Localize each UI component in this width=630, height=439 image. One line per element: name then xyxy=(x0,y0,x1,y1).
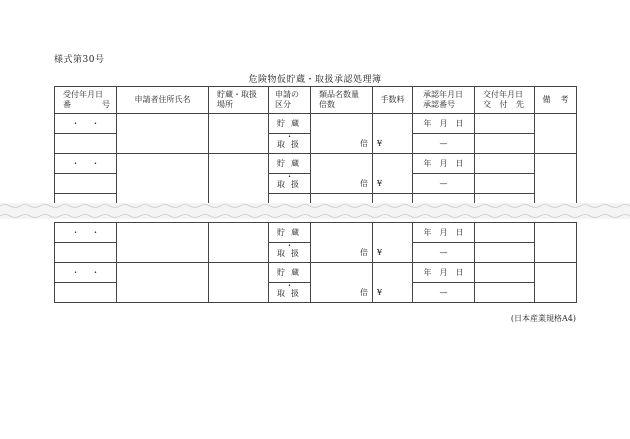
applicant-cell[interactable] xyxy=(117,114,209,154)
dash-mark: — xyxy=(439,287,448,297)
approval-date-cell[interactable] xyxy=(413,154,475,174)
storage-label-a: 貯 xyxy=(277,267,285,277)
delivery-date-cell[interactable] xyxy=(475,223,535,243)
goods-cell[interactable] xyxy=(311,154,373,194)
approval-number-cell[interactable] xyxy=(413,283,475,303)
header-delivery-c: 先 xyxy=(516,100,524,109)
storage-cell[interactable] xyxy=(269,223,311,243)
delivery-date-cell[interactable] xyxy=(475,154,535,174)
storage-label-b: 蔵 xyxy=(291,118,299,128)
delivery-to-cell[interactable] xyxy=(475,243,535,263)
approval-number-cell[interactable] xyxy=(413,134,475,154)
approval-date-cell[interactable] xyxy=(413,263,475,283)
multiplier-label: 倍 xyxy=(360,248,368,257)
fee-cell[interactable] xyxy=(373,263,413,303)
remarks-cell[interactable] xyxy=(535,114,577,154)
storage-cell[interactable] xyxy=(269,154,311,174)
handling-label-b: 扱 xyxy=(291,248,299,258)
remarks-cell[interactable] xyxy=(535,223,577,263)
category-separator: ・ xyxy=(285,133,294,141)
header-delivery-b: 付 xyxy=(499,100,508,109)
remarks-cell[interactable] xyxy=(535,263,577,303)
storage-cell[interactable] xyxy=(269,114,311,134)
date-dot: ・ xyxy=(71,118,80,128)
record-row-upper xyxy=(55,223,577,243)
header-remarks-a: 備 xyxy=(542,95,551,104)
reception-date-cell[interactable] xyxy=(55,154,117,174)
applicant-cell[interactable] xyxy=(117,154,209,205)
header-delivery xyxy=(475,87,535,114)
handling-cell[interactable] xyxy=(269,174,311,194)
fee-cell[interactable] xyxy=(373,223,413,263)
fee-cell[interactable] xyxy=(373,154,413,194)
year-label: 年 xyxy=(423,267,432,277)
storage-label-b: 蔵 xyxy=(291,158,299,168)
header-fee-label: 手数料 xyxy=(380,95,405,104)
header-remarks-b: 考 xyxy=(560,95,569,104)
number-cell[interactable] xyxy=(55,174,117,194)
multiplier-label: 倍 xyxy=(360,288,368,297)
header-number-a: 番 xyxy=(63,100,71,109)
record-row-upper xyxy=(55,114,577,134)
handling-label-a: 取 xyxy=(277,139,285,149)
header-applicant xyxy=(117,87,209,114)
number-cell[interactable] xyxy=(55,134,117,154)
form-number: 様式第30号 xyxy=(54,55,105,65)
handling-cell[interactable] xyxy=(269,283,311,303)
remarks-cell[interactable] xyxy=(535,154,577,205)
dash-mark: — xyxy=(439,178,448,188)
approval-date-cell[interactable] xyxy=(413,114,475,134)
approval-date-cell[interactable] xyxy=(413,223,475,243)
header-location-line2: 場所 xyxy=(217,100,233,109)
year-label: 年 xyxy=(423,158,432,168)
header-goods xyxy=(311,87,373,114)
storage-label-b: 蔵 xyxy=(291,267,299,277)
handling-label-b: 扱 xyxy=(291,139,299,149)
delivery-to-cell[interactable] xyxy=(475,174,535,194)
header-delivery-line1: 交付年月日 xyxy=(483,90,523,99)
header-category-line2: 区分 xyxy=(275,100,291,109)
header-category-line1: 申請の xyxy=(275,90,299,99)
dash-mark: — xyxy=(439,138,448,148)
location-cell[interactable] xyxy=(209,263,269,303)
goods-cell[interactable] xyxy=(311,114,373,154)
fee-cell[interactable] xyxy=(373,114,413,154)
month-label: 月 xyxy=(439,267,448,277)
applicant-cell[interactable] xyxy=(117,223,209,263)
category-separator: ・ xyxy=(285,173,294,181)
applicant-cell[interactable] xyxy=(117,263,209,303)
delivery-date-cell[interactable] xyxy=(475,263,535,283)
location-cell[interactable] xyxy=(209,223,269,263)
yen-sign: ¥ xyxy=(377,139,383,148)
location-cell[interactable] xyxy=(209,114,269,154)
header-category xyxy=(269,87,311,114)
date-dot: ・ xyxy=(91,158,100,168)
number-cell[interactable] xyxy=(55,243,117,263)
goods-cell[interactable] xyxy=(311,223,373,263)
reception-date-cell[interactable] xyxy=(55,263,117,283)
approval-number-cell[interactable] xyxy=(413,243,475,263)
date-dot: ・ xyxy=(91,118,100,128)
category-separator: ・ xyxy=(285,282,294,290)
header-location xyxy=(209,87,269,114)
header-approval-line2: 承認番号 xyxy=(423,100,455,109)
storage-cell[interactable] xyxy=(269,263,311,283)
document-title: 危険物仮貯蔵・取扱承認処理簿 xyxy=(248,75,382,85)
approval-number-cell[interactable] xyxy=(413,174,475,194)
header-reception-date: 受付年月日 xyxy=(63,90,103,99)
handling-cell[interactable] xyxy=(269,134,311,154)
header-delivery-a: 交 xyxy=(483,100,491,109)
header-goods-line1: 類品名数量 xyxy=(319,90,359,99)
header-fee xyxy=(373,87,413,114)
handling-label-a: 取 xyxy=(277,179,285,189)
header-number-b: 号 xyxy=(102,100,110,109)
page-break-wave xyxy=(0,203,630,219)
handling-cell[interactable] xyxy=(269,243,311,263)
reception-date-cell[interactable] xyxy=(55,114,117,134)
handling-label-a: 取 xyxy=(277,248,285,258)
header-location-line1: 貯蔵・取扱 xyxy=(217,90,257,99)
month-label: 月 xyxy=(439,118,448,128)
location-cell[interactable] xyxy=(209,154,269,205)
delivery-to-cell[interactable] xyxy=(475,283,535,303)
reception-date-cell[interactable] xyxy=(55,223,117,243)
month-label: 月 xyxy=(439,227,448,237)
year-label: 年 xyxy=(423,227,432,237)
storage-label-b: 蔵 xyxy=(291,227,299,237)
day-label: 日 xyxy=(455,158,464,168)
delivery-to-cell[interactable] xyxy=(475,134,535,154)
date-dot: ・ xyxy=(91,267,100,277)
record-row-upper xyxy=(55,154,577,174)
ledger-table-top xyxy=(54,86,577,205)
storage-label-a: 貯 xyxy=(277,118,285,128)
yen-sign: ¥ xyxy=(377,248,383,257)
number-cell[interactable] xyxy=(55,283,117,303)
day-label: 日 xyxy=(455,227,464,237)
date-dot: ・ xyxy=(71,267,80,277)
header-approval-line1: 承認年月日 xyxy=(423,90,463,99)
multiplier-label: 倍 xyxy=(360,179,368,188)
storage-label-a: 貯 xyxy=(277,158,285,168)
day-label: 日 xyxy=(455,118,464,128)
header-goods-line2: 倍数 xyxy=(319,100,335,109)
date-dot: ・ xyxy=(71,158,80,168)
record-row-upper xyxy=(55,263,577,283)
month-label: 月 xyxy=(439,158,448,168)
multiplier-label: 倍 xyxy=(360,139,368,148)
yen-sign: ¥ xyxy=(377,288,383,297)
header-reception xyxy=(55,87,117,114)
date-dot: ・ xyxy=(91,227,100,237)
storage-label-a: 貯 xyxy=(277,227,285,237)
year-label: 年 xyxy=(423,118,432,128)
date-dot: ・ xyxy=(71,227,80,237)
yen-sign: ¥ xyxy=(377,179,383,188)
delivery-date-cell[interactable] xyxy=(475,114,535,134)
goods-cell[interactable] xyxy=(311,263,373,303)
ledger-table-bottom xyxy=(54,222,577,303)
handling-label-a: 取 xyxy=(277,288,285,298)
category-separator: ・ xyxy=(285,242,294,250)
header-approval xyxy=(413,87,475,114)
header-remarks xyxy=(535,87,577,114)
dash-mark: — xyxy=(439,247,448,257)
handling-label-b: 扱 xyxy=(291,179,299,189)
day-label: 日 xyxy=(455,267,464,277)
paper-size-note: (日本産業規格A4) xyxy=(510,314,576,323)
header-applicant-label: 申請者住所氏名 xyxy=(134,95,191,104)
handling-label-b: 扱 xyxy=(291,288,299,298)
header-row xyxy=(55,87,577,114)
